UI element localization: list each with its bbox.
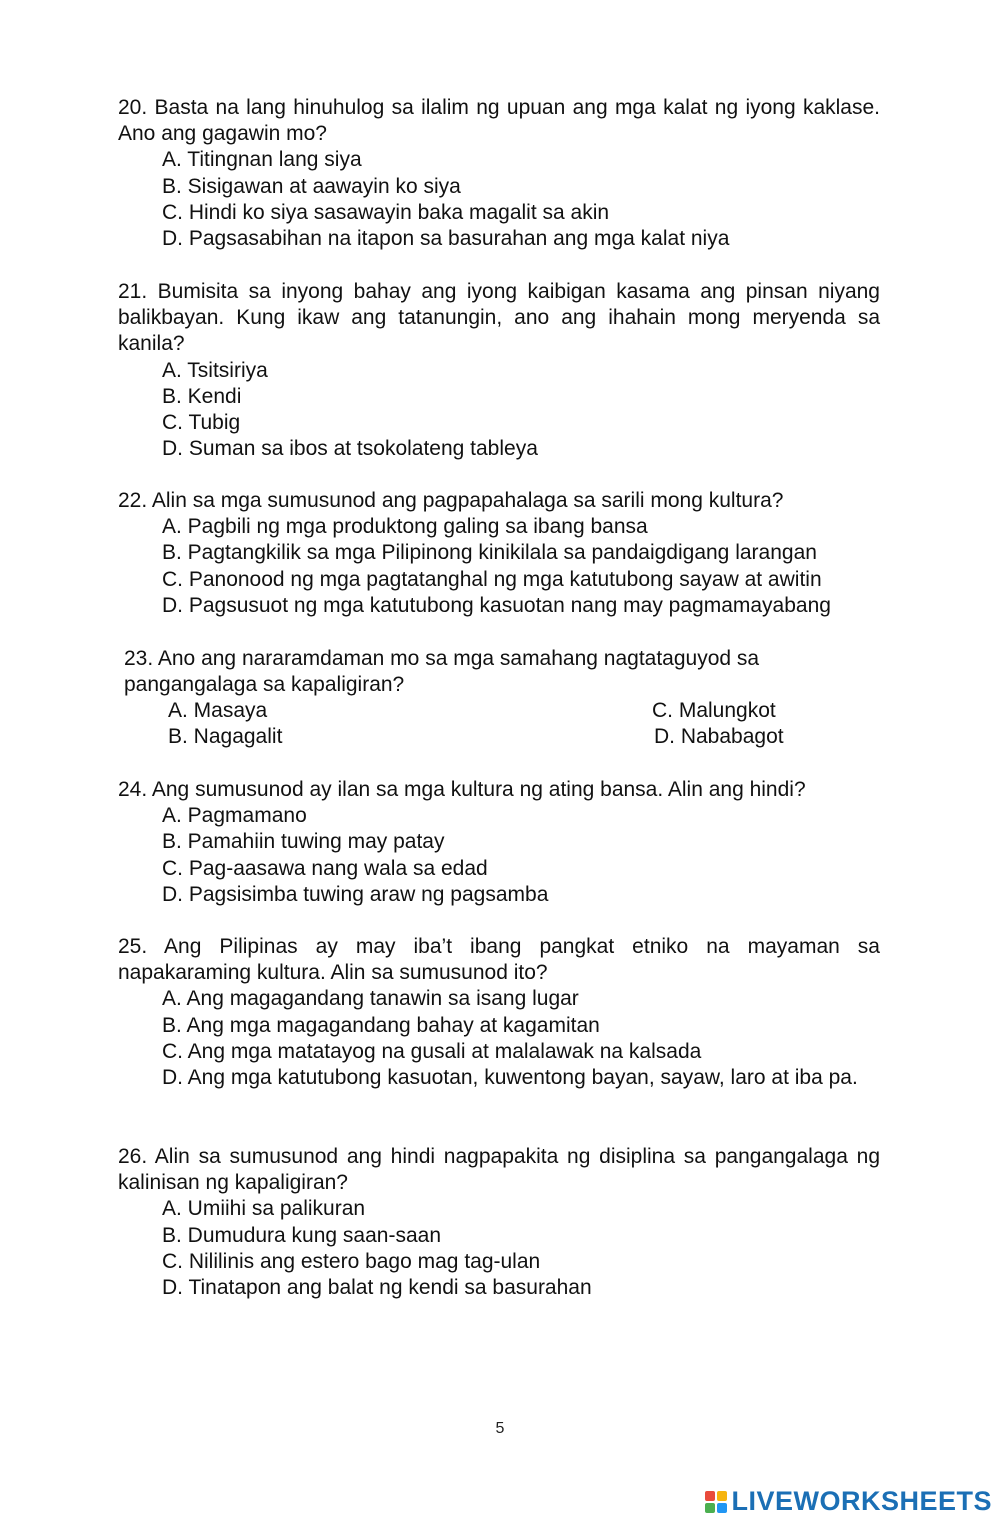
liveworksheets-logo-icon (705, 1491, 727, 1513)
option-c[interactable]: C. Tubig (162, 411, 241, 435)
option-a[interactable]: A. Pagbili ng mga produktong galing sa ibang bansa (162, 515, 648, 539)
option-c[interactable]: C. Nililinis ang estero bago mag tag-ulan (162, 1249, 541, 1273)
question-26 (118, 1144, 880, 1301)
question-stem: 25. Ang Pilipinas ay may iba’t ibang pangkat etniko na mayaman sa napakaraming kultura. Alin sa sumusunod ito? (118, 935, 880, 985)
option-b[interactable]: B. Pagtangkilik sa mga Pilipinong kinikilala sa pandaigdigang larangan (162, 541, 817, 565)
question-stem: 21. Bumisita sa inyong bahay ang iyong kaibigan kasama ang pinsan niyang balikbayan. Kung ikaw ang tatanungin, ano ang ihahain mong meryenda sa kanila? (118, 280, 880, 356)
question-24 (118, 777, 880, 908)
logo-square (717, 1491, 727, 1501)
question-22 (118, 488, 880, 619)
option-c[interactable]: C. Pag-aasawa nang wala sa edad (162, 856, 488, 880)
option-b[interactable]: B. Pamahiin tuwing may patay (162, 830, 445, 854)
option-a[interactable]: A. Umiihi sa palikuran (162, 1197, 366, 1221)
option-d[interactable]: D. Tinatapon ang balat ng kendi sa basurahan (162, 1276, 592, 1300)
question-stem: 23. Ano ang nararamdaman mo sa mga samahang nagtataguyod sa pangangalaga sa kapaligiran? (124, 647, 760, 697)
option-d[interactable]: D. Pagsasabihan na itapon sa basurahan ang mga kalat niya (162, 227, 730, 251)
option-d[interactable]: D. Pagsisimba tuwing araw ng pagsamba (162, 882, 549, 906)
option-c[interactable]: C. Panonood ng mga pagtatanghal ng mga katutubong sayaw at awitin (162, 567, 822, 591)
option-c[interactable]: C. Malungkot (652, 699, 776, 723)
liveworksheets-brand[interactable] (705, 1486, 992, 1517)
question-stem: 20. Basta na lang hinuhulog sa ilalim ng upuan ang mga kalat ng iyong kaklase. Ano ang gagawin mo? (118, 96, 880, 146)
option-c[interactable]: C. Ang mga matatayog na gusali at malalawak na kalsada (162, 1039, 702, 1063)
question-stem: 22. Alin sa mga sumusunod ang pagpapahalaga sa sarili mong kultura? (118, 489, 784, 512)
option-d[interactable]: D. Suman sa ibos at tsokolateng tableya (162, 437, 538, 461)
option-a[interactable]: A. Ang magagandang tanawin sa isang lugar (162, 987, 579, 1011)
question-20 (118, 95, 880, 252)
option-d[interactable]: D. Pagsusuot ng mga katutubong kasuotan nang may pagmamayabang (162, 593, 831, 617)
question-stem: 26. Alin sa sumusunod ang hindi nagpapakita ng disiplina sa pangangalaga ng kalinisan ng kapaligiran? (118, 1145, 880, 1195)
options-grid (124, 698, 844, 750)
logo-square (705, 1491, 715, 1501)
question-25 (118, 934, 880, 1091)
brand-name: LIVEWORKSHEETS (731, 1486, 992, 1516)
option-a[interactable]: A. Pagmamano (162, 804, 307, 828)
option-a[interactable]: A. Titingnan lang siya (162, 148, 362, 172)
option-d[interactable]: D. Ang mga katutubong kasuotan, kuwentong bayan, sayaw, laro at iba pa. (162, 1066, 858, 1090)
option-a[interactable]: A. Tsitsiriya (162, 358, 268, 382)
option-b[interactable]: B. Sisigawan at aawayin ko siya (162, 174, 461, 198)
question-23 (124, 646, 844, 750)
logo-square (717, 1503, 727, 1513)
option-b[interactable]: B. Kendi (162, 384, 242, 408)
logo-square (705, 1503, 715, 1513)
option-b[interactable]: B. Nagagalit (168, 725, 283, 749)
option-d[interactable]: D. Nababagot (654, 725, 784, 749)
page-number: 5 (495, 1420, 505, 1437)
option-c[interactable]: C. Hindi ko siya sasawayin baka magalit sa akin (162, 200, 610, 224)
question-21 (118, 279, 880, 462)
option-b[interactable]: B. Ang mga magagandang bahay at kagamitan (162, 1013, 600, 1037)
option-b[interactable]: B. Dumudura kung saan-saan (162, 1223, 441, 1247)
question-stem: 24. Ang sumusunod ay ilan sa mga kultura ng ating bansa. Alin ang hindi? (118, 778, 806, 801)
option-a[interactable]: A. Masaya (168, 699, 268, 723)
